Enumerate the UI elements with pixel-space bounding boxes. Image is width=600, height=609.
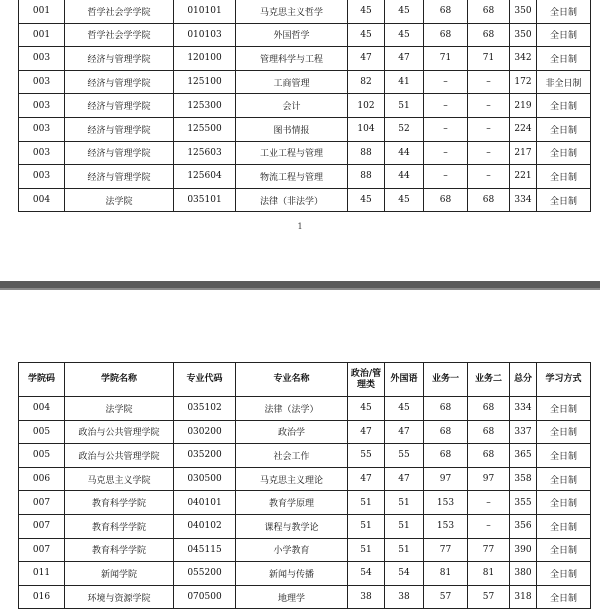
cell-total-score: 172 <box>510 70 537 94</box>
score-table-page-1-body <box>19 0 591 212</box>
cell-subject-one-score: 68 <box>424 23 468 47</box>
cell-foreign-language-score: 51 <box>385 514 424 538</box>
cell-college-code: 016 <box>19 585 65 609</box>
table-row <box>19 491 591 515</box>
table-row <box>19 70 591 94</box>
cell-study-mode: 全日制 <box>537 467 591 491</box>
cell-major-code: 035101 <box>174 188 236 212</box>
header-major-name: 专业名称 <box>236 363 348 397</box>
cell-foreign-language-score: 41 <box>385 70 424 94</box>
cell-study-mode: 全日制 <box>537 94 591 118</box>
cell-college-name: 哲学社会学学院 <box>65 0 174 23</box>
cell-politics-score: 104 <box>348 117 385 141</box>
cell-college-name: 法学院 <box>65 188 174 212</box>
cell-subject-two-score: 68 <box>468 0 510 23</box>
table-header-row <box>19 363 591 397</box>
cell-subject-two-score: – <box>468 70 510 94</box>
score-table-page-1 <box>18 0 591 212</box>
cell-college-code: 011 <box>19 562 65 586</box>
header-college-name: 学院名称 <box>65 363 174 397</box>
header-subject-one: 业务一 <box>424 363 468 397</box>
cell-study-mode: 全日制 <box>537 47 591 71</box>
cell-major-name: 法律（非法学） <box>236 188 348 212</box>
cell-major-code: 125300 <box>174 94 236 118</box>
cell-college-code: 004 <box>19 397 65 421</box>
cell-subject-one-score: – <box>424 117 468 141</box>
cell-college-code: 003 <box>19 165 65 189</box>
cell-study-mode: 全日制 <box>537 562 591 586</box>
score-table-page-2 <box>18 362 591 609</box>
cell-subject-one-score: 153 <box>424 514 468 538</box>
table-row <box>19 514 591 538</box>
cell-college-name: 法学院 <box>65 397 174 421</box>
cell-college-name: 教育科学学院 <box>65 514 174 538</box>
cell-major-code: 040101 <box>174 491 236 515</box>
cell-major-name: 物流工程与管理 <box>236 165 348 189</box>
cell-subject-two-score: – <box>468 94 510 118</box>
cell-major-name: 课程与教学论 <box>236 514 348 538</box>
cell-major-code: 125100 <box>174 70 236 94</box>
cell-college-code: 007 <box>19 514 65 538</box>
cell-total-score: 355 <box>510 491 537 515</box>
table-row <box>19 0 591 23</box>
cell-major-name: 外国哲学 <box>236 23 348 47</box>
cell-subject-two-score: 97 <box>468 467 510 491</box>
cell-subject-two-score: – <box>468 514 510 538</box>
cell-subject-one-score: 68 <box>424 420 468 444</box>
cell-foreign-language-score: 44 <box>385 141 424 165</box>
cell-politics-score: 45 <box>348 397 385 421</box>
cell-foreign-language-score: 45 <box>385 397 424 421</box>
cell-foreign-language-score: 44 <box>385 165 424 189</box>
cell-subject-one-score: 68 <box>424 0 468 23</box>
cell-politics-score: 38 <box>348 585 385 609</box>
cell-major-code: 055200 <box>174 562 236 586</box>
cell-subject-two-score: 68 <box>468 420 510 444</box>
cell-study-mode: 全日制 <box>537 141 591 165</box>
header-politics: 政治/管理类 <box>348 363 385 397</box>
cell-subject-two-score: 71 <box>468 47 510 71</box>
table-row <box>19 94 591 118</box>
cell-politics-score: 47 <box>348 420 385 444</box>
cell-study-mode: 全日制 <box>537 514 591 538</box>
cell-college-name: 马克思主义学院 <box>65 467 174 491</box>
cell-subject-two-score: 77 <box>468 538 510 562</box>
cell-study-mode: 全日制 <box>537 117 591 141</box>
header-total-score: 总分 <box>510 363 537 397</box>
header-college-code: 学院码 <box>19 363 65 397</box>
cell-major-code: 010103 <box>174 23 236 47</box>
cell-total-score: 337 <box>510 420 537 444</box>
cell-study-mode: 非全日制 <box>537 70 591 94</box>
header-study-mode: 学习方式 <box>537 363 591 397</box>
cell-study-mode: 全日制 <box>537 397 591 421</box>
cell-college-code: 005 <box>19 420 65 444</box>
cell-college-name: 环境与资源学院 <box>65 585 174 609</box>
table-row <box>19 397 591 421</box>
cell-subject-one-score: 57 <box>424 585 468 609</box>
cell-major-code: 035102 <box>174 397 236 421</box>
cell-major-name: 地理学 <box>236 585 348 609</box>
table-row <box>19 47 591 71</box>
cell-major-name: 图书情报 <box>236 117 348 141</box>
page-separator <box>0 281 600 290</box>
cell-study-mode: 全日制 <box>537 188 591 212</box>
cell-foreign-language-score: 54 <box>385 562 424 586</box>
cell-college-code: 001 <box>19 23 65 47</box>
cell-total-score: 390 <box>510 538 537 562</box>
cell-study-mode: 全日制 <box>537 444 591 468</box>
cell-study-mode: 全日制 <box>537 165 591 189</box>
table-row <box>19 467 591 491</box>
cell-college-code: 006 <box>19 467 65 491</box>
cell-foreign-language-score: 52 <box>385 117 424 141</box>
cell-subject-one-score: 77 <box>424 538 468 562</box>
cell-subject-one-score: 97 <box>424 467 468 491</box>
table-row <box>19 420 591 444</box>
cell-subject-one-score: 68 <box>424 188 468 212</box>
cell-college-name: 经济与管理学院 <box>65 165 174 189</box>
cell-foreign-language-score: 51 <box>385 538 424 562</box>
cell-foreign-language-score: 47 <box>385 467 424 491</box>
cell-college-code: 004 <box>19 188 65 212</box>
cell-total-score: 380 <box>510 562 537 586</box>
cell-foreign-language-score: 51 <box>385 491 424 515</box>
cell-study-mode: 全日制 <box>537 538 591 562</box>
cell-politics-score: 82 <box>348 70 385 94</box>
cell-foreign-language-score: 45 <box>385 188 424 212</box>
table-row <box>19 165 591 189</box>
cell-subject-two-score: 68 <box>468 397 510 421</box>
cell-major-name: 教育学原理 <box>236 491 348 515</box>
cell-total-score: 219 <box>510 94 537 118</box>
cell-subject-two-score: – <box>468 165 510 189</box>
cell-major-name: 工业工程与管理 <box>236 141 348 165</box>
cell-politics-score: 88 <box>348 141 385 165</box>
cell-college-name: 教育科学学院 <box>65 538 174 562</box>
cell-subject-two-score: 68 <box>468 444 510 468</box>
table-row <box>19 538 591 562</box>
cell-total-score: 350 <box>510 0 537 23</box>
cell-subject-one-score: 71 <box>424 47 468 71</box>
cell-college-code: 003 <box>19 117 65 141</box>
cell-major-name: 政治学 <box>236 420 348 444</box>
cell-politics-score: 88 <box>348 165 385 189</box>
table-row <box>19 23 591 47</box>
table-row <box>19 117 591 141</box>
table-row <box>19 444 591 468</box>
cell-politics-score: 47 <box>348 47 385 71</box>
cell-politics-score: 45 <box>348 188 385 212</box>
cell-study-mode: 全日制 <box>537 420 591 444</box>
cell-college-code: 001 <box>19 0 65 23</box>
table-row <box>19 188 591 212</box>
cell-politics-score: 55 <box>348 444 385 468</box>
cell-study-mode: 全日制 <box>537 0 591 23</box>
cell-total-score: 221 <box>510 165 537 189</box>
cell-total-score: 217 <box>510 141 537 165</box>
cell-total-score: 350 <box>510 23 537 47</box>
cell-major-name: 管理科学与工程 <box>236 47 348 71</box>
cell-college-name: 经济与管理学院 <box>65 70 174 94</box>
cell-subject-two-score: – <box>468 141 510 165</box>
cell-study-mode: 全日制 <box>537 491 591 515</box>
cell-major-name: 社会工作 <box>236 444 348 468</box>
cell-major-name: 法律（法学） <box>236 397 348 421</box>
cell-major-code: 125603 <box>174 141 236 165</box>
header-major-code: 专业代码 <box>174 363 236 397</box>
cell-major-code: 125500 <box>174 117 236 141</box>
cell-major-code: 030500 <box>174 467 236 491</box>
table-row <box>19 562 591 586</box>
cell-major-code: 040102 <box>174 514 236 538</box>
cell-foreign-language-score: 45 <box>385 0 424 23</box>
cell-major-code: 035200 <box>174 444 236 468</box>
cell-subject-one-score: 68 <box>424 444 468 468</box>
cell-politics-score: 45 <box>348 23 385 47</box>
cell-college-code: 003 <box>19 141 65 165</box>
cell-subject-one-score: 81 <box>424 562 468 586</box>
cell-college-name: 经济与管理学院 <box>65 141 174 165</box>
cell-major-name: 马克思主义理论 <box>236 467 348 491</box>
cell-total-score: 224 <box>510 117 537 141</box>
cell-college-name: 经济与管理学院 <box>65 94 174 118</box>
cell-college-name: 政治与公共管理学院 <box>65 444 174 468</box>
cell-college-code: 005 <box>19 444 65 468</box>
cell-major-code: 120100 <box>174 47 236 71</box>
document-page-1 <box>0 0 600 281</box>
cell-politics-score: 45 <box>348 0 385 23</box>
cell-total-score: 334 <box>510 397 537 421</box>
cell-major-name: 小学教育 <box>236 538 348 562</box>
header-foreign-language: 外国语 <box>385 363 424 397</box>
cell-major-name: 会计 <box>236 94 348 118</box>
cell-politics-score: 51 <box>348 491 385 515</box>
cell-foreign-language-score: 38 <box>385 585 424 609</box>
cell-college-code: 003 <box>19 47 65 71</box>
cell-total-score: 342 <box>510 47 537 71</box>
score-table-page-2-body <box>19 397 591 609</box>
cell-politics-score: 51 <box>348 538 385 562</box>
cell-subject-two-score: 68 <box>468 188 510 212</box>
table-row <box>19 585 591 609</box>
cell-foreign-language-score: 45 <box>385 23 424 47</box>
cell-college-name: 新闻学院 <box>65 562 174 586</box>
cell-college-name: 经济与管理学院 <box>65 47 174 71</box>
cell-major-code: 030200 <box>174 420 236 444</box>
cell-total-score: 356 <box>510 514 537 538</box>
cell-subject-two-score: 57 <box>468 585 510 609</box>
cell-politics-score: 51 <box>348 514 385 538</box>
cell-college-name: 哲学社会学学院 <box>65 23 174 47</box>
page-number: 1 <box>297 222 303 231</box>
cell-subject-one-score: – <box>424 165 468 189</box>
cell-college-name: 教育科学学院 <box>65 491 174 515</box>
cell-subject-one-score: 153 <box>424 491 468 515</box>
cell-subject-one-score: – <box>424 70 468 94</box>
cell-foreign-language-score: 51 <box>385 94 424 118</box>
document-page-2 <box>0 290 600 604</box>
cell-study-mode: 全日制 <box>537 23 591 47</box>
cell-subject-one-score: 68 <box>424 397 468 421</box>
cell-major-code: 045115 <box>174 538 236 562</box>
cell-total-score: 358 <box>510 467 537 491</box>
cell-college-code: 003 <box>19 70 65 94</box>
cell-subject-one-score: – <box>424 141 468 165</box>
cell-politics-score: 102 <box>348 94 385 118</box>
cell-foreign-language-score: 47 <box>385 420 424 444</box>
cell-subject-two-score: – <box>468 117 510 141</box>
cell-subject-two-score: – <box>468 491 510 515</box>
cell-college-code: 007 <box>19 538 65 562</box>
cell-subject-two-score: 68 <box>468 23 510 47</box>
cell-college-name: 政治与公共管理学院 <box>65 420 174 444</box>
cell-study-mode: 全日制 <box>537 585 591 609</box>
cell-total-score: 318 <box>510 585 537 609</box>
cell-major-code: 010101 <box>174 0 236 23</box>
cell-politics-score: 47 <box>348 467 385 491</box>
header-subject-two: 业务二 <box>468 363 510 397</box>
cell-subject-two-score: 81 <box>468 562 510 586</box>
cell-major-code: 125604 <box>174 165 236 189</box>
table-row <box>19 141 591 165</box>
cell-subject-one-score: – <box>424 94 468 118</box>
cell-foreign-language-score: 55 <box>385 444 424 468</box>
cell-college-code: 007 <box>19 491 65 515</box>
cell-total-score: 334 <box>510 188 537 212</box>
cell-college-name: 经济与管理学院 <box>65 117 174 141</box>
cell-major-name: 新闻与传播 <box>236 562 348 586</box>
cell-college-code: 003 <box>19 94 65 118</box>
cell-major-code: 070500 <box>174 585 236 609</box>
cell-major-name: 工商管理 <box>236 70 348 94</box>
cell-total-score: 365 <box>510 444 537 468</box>
cell-major-name: 马克思主义哲学 <box>236 0 348 23</box>
cell-politics-score: 54 <box>348 562 385 586</box>
cell-foreign-language-score: 47 <box>385 47 424 71</box>
